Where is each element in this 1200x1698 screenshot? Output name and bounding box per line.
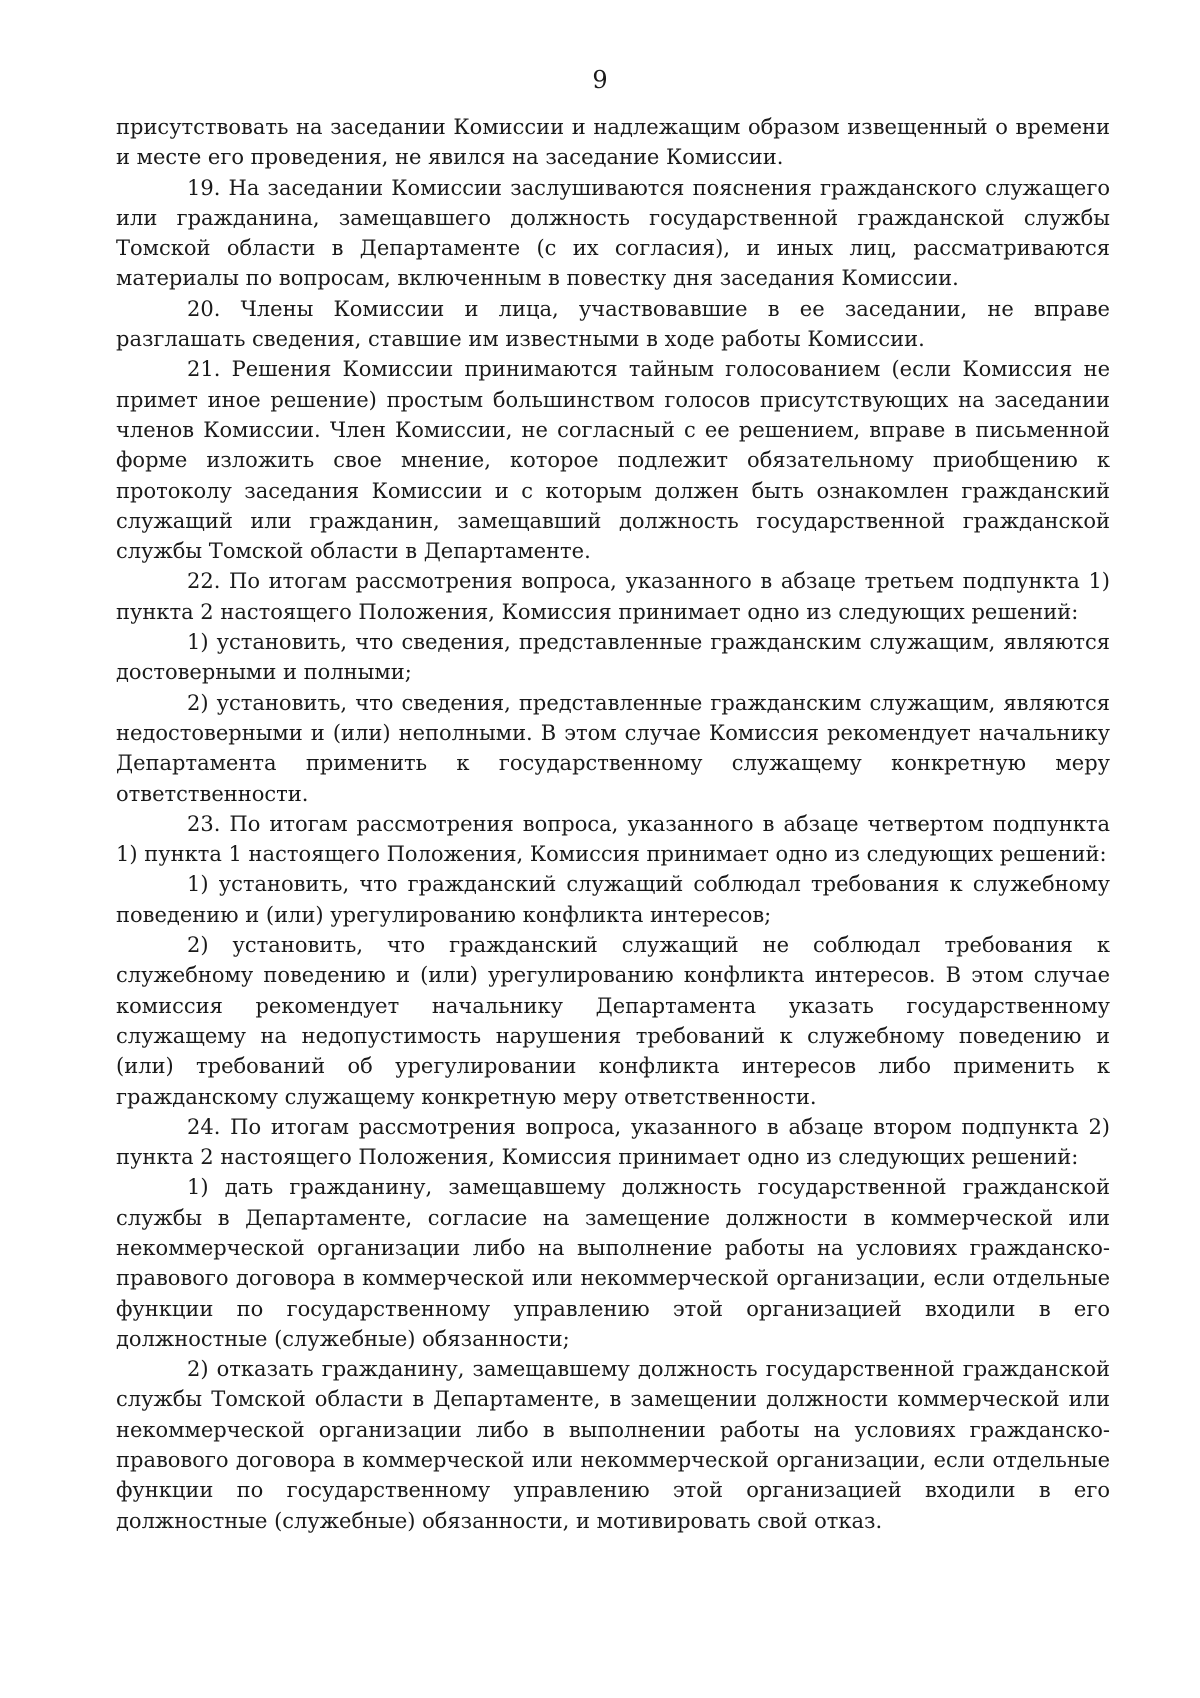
paragraph: 23. По итогам рассмотрения вопроса, указанного в абзаце четвертом подпункта 1) пункта 1 настоящего Положения, Комиссия принимает одно из следующих решений: bbox=[116, 811, 1110, 867]
paragraph: 24. По итогам рассмотрения вопроса, указанного в абзаце втором подпункта 2) пункта 2 настоящего Положения, Комиссия принимает одно из следующих решений: bbox=[116, 1114, 1110, 1170]
document-body bbox=[116, 112, 1110, 1536]
paragraph: 2) установить, что гражданский служащий не соблюдал требования к служебному поведению и (или) урегулированию конфликта интересов. В этом случае комиссия рекомендует начальнику Департамента указать государственному служащему на недопустимость нарушения требований к служебному поведению и (или) требований об урегулировании конфликта интересов либо применить к гражданскому служащему конкретную меру ответственности. bbox=[116, 933, 1110, 1109]
paragraph: 1) дать гражданину, замещавшему должность государственной гражданской службы в Департаменте, согласие на замещение должности в коммерческой или некоммерческой организации либо на выполнение работы на условиях гражданско-правового договора в коммерческой или некоммерческой организации, если отдельные функции по государственному управлению этой организацией входили в его должностные (служебные) обязанности; bbox=[116, 1175, 1110, 1351]
paragraph: 19. На заседании Комиссии заслушиваются пояснения гражданского служащего или гражданина, замещавшего должность государственной гражданской службы Томской области в Департаменте (с их согласия), и иных лиц, рассматриваются материалы по вопросам, включенным в повестку дня заседания Комиссии. bbox=[116, 175, 1110, 291]
paragraph: 22. По итогам рассмотрения вопроса, указанного в абзаце третьем подпункта 1) пункта 2 настоящего Положения, Комиссия принимает одно из следующих решений: bbox=[116, 569, 1110, 624]
paragraph: 2) установить, что сведения, представленные гражданским служащим, являются недостоверными и (или) неполными. В этом случае Комиссия рекомендует начальнику Департамента применить к государственному служащему конкретную меру ответственности. bbox=[116, 690, 1110, 806]
paragraph: 20. Члены Комиссии и лица, участвовавшие в ее заседании, не вправе разглашать сведения, ставшие им известными в ходе работы Комиссии. bbox=[116, 296, 1110, 352]
paragraph: 21. Решения Комиссии принимаются тайным голосованием (если Комиссия не примет иное решение) простым большинством голосов присутствующих на заседании членов Комиссии. Член Комиссии, не согласный с ее решением, вправе в письменной форме изложить свое мнение, которое подлежит обязательному приобщению к протоколу заседания Комиссии и с которым должен быть ознакомлен гражданский служащий или гражданин, замещавший должность государственной гражданской службы Томской области в Департаменте. bbox=[116, 357, 1110, 564]
paragraph: 1) установить, что гражданский служащий соблюдал требования к служебному поведению и (или) урегулированию конфликта интересов; bbox=[116, 872, 1110, 927]
paragraph: 2) отказать гражданину, замещавшему должность государственной гражданской службы Томской области в Департаменте, в замещении должности коммерческой или некоммерческой организации либо в выполнении работы на условиях гражданско-правового договора в коммерческой или некоммерческой организации, если отдельные функции по государственному управлению этой организацией входили в его должностные (служебные) обязанности, и мотивировать свой отказ. bbox=[116, 1357, 1110, 1533]
paragraph: 1) установить, что сведения, представленные гражданским служащим, являются достоверными и полными; bbox=[116, 630, 1110, 685]
paragraph: присутствовать на заседании Комиссии и надлежащим образом извещенный о времени и месте его проведения, не явился на заседание Комиссии. bbox=[116, 115, 1110, 170]
page-number: 9 bbox=[592, 66, 608, 94]
